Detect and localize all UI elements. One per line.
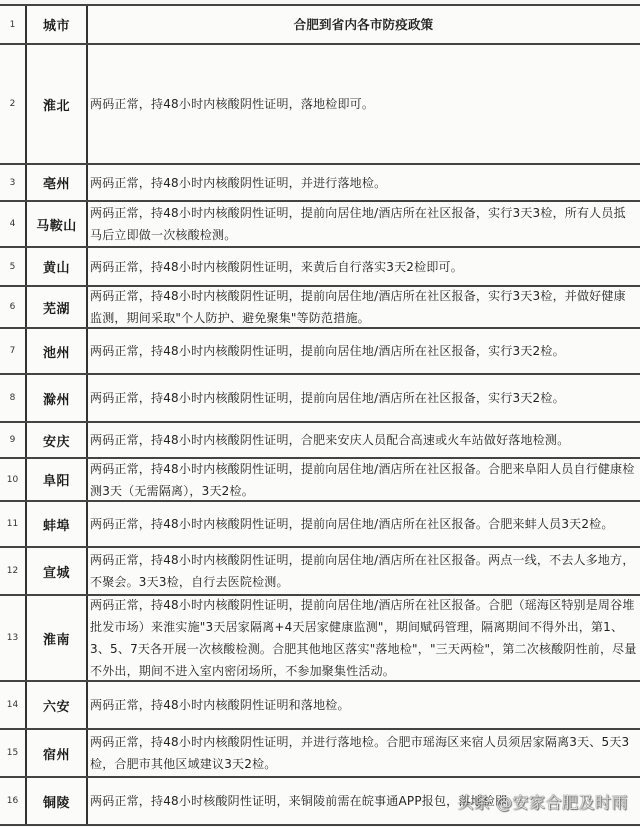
policy-text: 两码正常，持48小时内核酸阴性证明，并进行落地检。合肥市瑶海区来宿人员须居家隔离3天、5天3检，合肥市其他区域建议3天2检。 — [90, 735, 630, 771]
row-number: 14 — [0, 682, 27, 728]
city-name: 芜湖 — [27, 287, 88, 327]
column-header-policy: 合肥到省内各市防疫政策 — [293, 16, 434, 32]
table-row — [0, 502, 640, 548]
row-number: 4 — [0, 202, 27, 246]
table-row — [0, 423, 640, 459]
row-number: 6 — [0, 287, 27, 327]
table-row — [0, 459, 640, 502]
row-number: 7 — [0, 329, 27, 373]
city-name: 蚌埠 — [27, 502, 88, 546]
table-row — [0, 548, 640, 596]
city-name: 马鞍山 — [27, 202, 88, 246]
policy-text: 两码正常，持48小时内核酸阴性证明，提前向居住地/酒店所在社区报备，实行3天3检，所有人员抵马后立即做一次核酸检测。 — [90, 206, 626, 242]
policy-text: 两码正常，持48小时内核酸阴性证明，并进行落地检。 — [90, 175, 387, 190]
row-number: 9 — [0, 423, 27, 457]
city-name: 宣城 — [27, 548, 88, 594]
table-row — [0, 730, 640, 778]
policy-text: 两码正常，持48小时内核酸阴性证明，来黄后自行落实3天2检即可。 — [90, 259, 463, 274]
table-header-row — [0, 6, 640, 45]
city-name: 阜阳 — [27, 459, 88, 500]
table-row — [0, 596, 640, 682]
policy-text: 两码正常，持48小时核酸阴性证明，来铜陵前需在皖事通APP报包，落地检即 — [90, 794, 508, 808]
row-number: 3 — [0, 165, 27, 200]
policy-text: 两码正常，持48小时内核酸阴性证明，提前向居住地/酒店所在社区报备，实行3天2检。 — [90, 344, 565, 358]
city-name: 淮南 — [27, 596, 88, 680]
policy-text: 两码正常，持48小时内核酸阴性证明，提前向居住地/酒店所在社区报备，实行3天3检，并做好健康监测，期间采取"个人防护、避免聚集"等防范措施。 — [90, 289, 626, 325]
table-row — [0, 329, 640, 375]
table-row — [0, 682, 640, 730]
table-row — [0, 165, 640, 202]
city-name: 铜陵 — [27, 778, 88, 824]
row-number: 1 — [0, 6, 27, 43]
city-name: 宿州 — [27, 730, 88, 776]
policy-text: 两码正常，持48小时内核酸阴性证明，提前向居住地/酒店所在社区报备。合肥来蚌人员3天2检。 — [90, 517, 614, 531]
watermark: 头条 @安家合肥及时雨 — [457, 793, 628, 812]
city-name: 亳州 — [27, 165, 88, 200]
row-number: 16 — [0, 778, 27, 824]
table-row — [0, 287, 640, 329]
row-number: 10 — [0, 459, 27, 500]
table-row — [0, 45, 640, 165]
column-header-city: 城市 — [27, 6, 88, 43]
city-name: 六安 — [27, 682, 88, 728]
row-number: 15 — [0, 730, 27, 776]
policy-text: 两码正常，持48小时内核酸阴性证明，提前向居住地/酒店所在社区报备。合肥（瑶海区特别是周谷堆批发市场）来淮实施"3天居家隔离+4天居家健康监测"，期间赋码管理，隔离期间不得外出，第1、3、5、7天各开展一次核酸检测。合肥其他地区落实"落地检"，"三天两检"，第二次核酸阴性前，尽量不外出，期间不进入室内密闭场所，不参加聚集性活动。 — [90, 598, 637, 678]
policy-text: 两码正常，持48小时内核酸阴性证明，提前向居住地/酒店所在社区报备。两点一线，不去人多地方，不聚会。3天3检，自行去医院检测。 — [90, 553, 635, 589]
policy-table — [0, 4, 640, 826]
policy-text: 两码正常，持48小时内核酸阴性证明，合肥来安庆人员配合高速或火车站做好落地检测。 — [90, 433, 570, 447]
table-row — [0, 375, 640, 423]
policy-text: 两码正常，持48小时内核酸阴性证明和落地检。 — [90, 698, 350, 712]
row-number: 13 — [0, 596, 27, 680]
table-row — [0, 202, 640, 248]
city-name: 淮北 — [27, 45, 88, 163]
policy-text: 两码正常，持48小时内核酸阴性证明，提前向居住地/酒店所在社区报备。合肥来阜阳人员自行健康检测3天（无需隔离），3天2检。 — [90, 461, 635, 498]
city-name: 池州 — [27, 329, 88, 373]
row-number: 2 — [0, 45, 27, 163]
policy-text: 两码正常，持48小时内核酸阴性证明，落地检即可。 — [90, 97, 375, 111]
row-number: 8 — [0, 375, 27, 421]
row-number: 11 — [0, 502, 27, 546]
city-name: 安庆 — [27, 423, 88, 457]
policy-text: 两码正常，持48小时内核酸阴性证明，提前向居住地/酒店所在社区报备，实行3天2检。 — [90, 391, 565, 405]
city-name: 滁州 — [27, 375, 88, 421]
city-name: 黄山 — [27, 248, 88, 285]
row-number: 5 — [0, 248, 27, 285]
row-number: 12 — [0, 548, 27, 594]
table-row — [0, 248, 640, 287]
table-row — [0, 778, 640, 826]
